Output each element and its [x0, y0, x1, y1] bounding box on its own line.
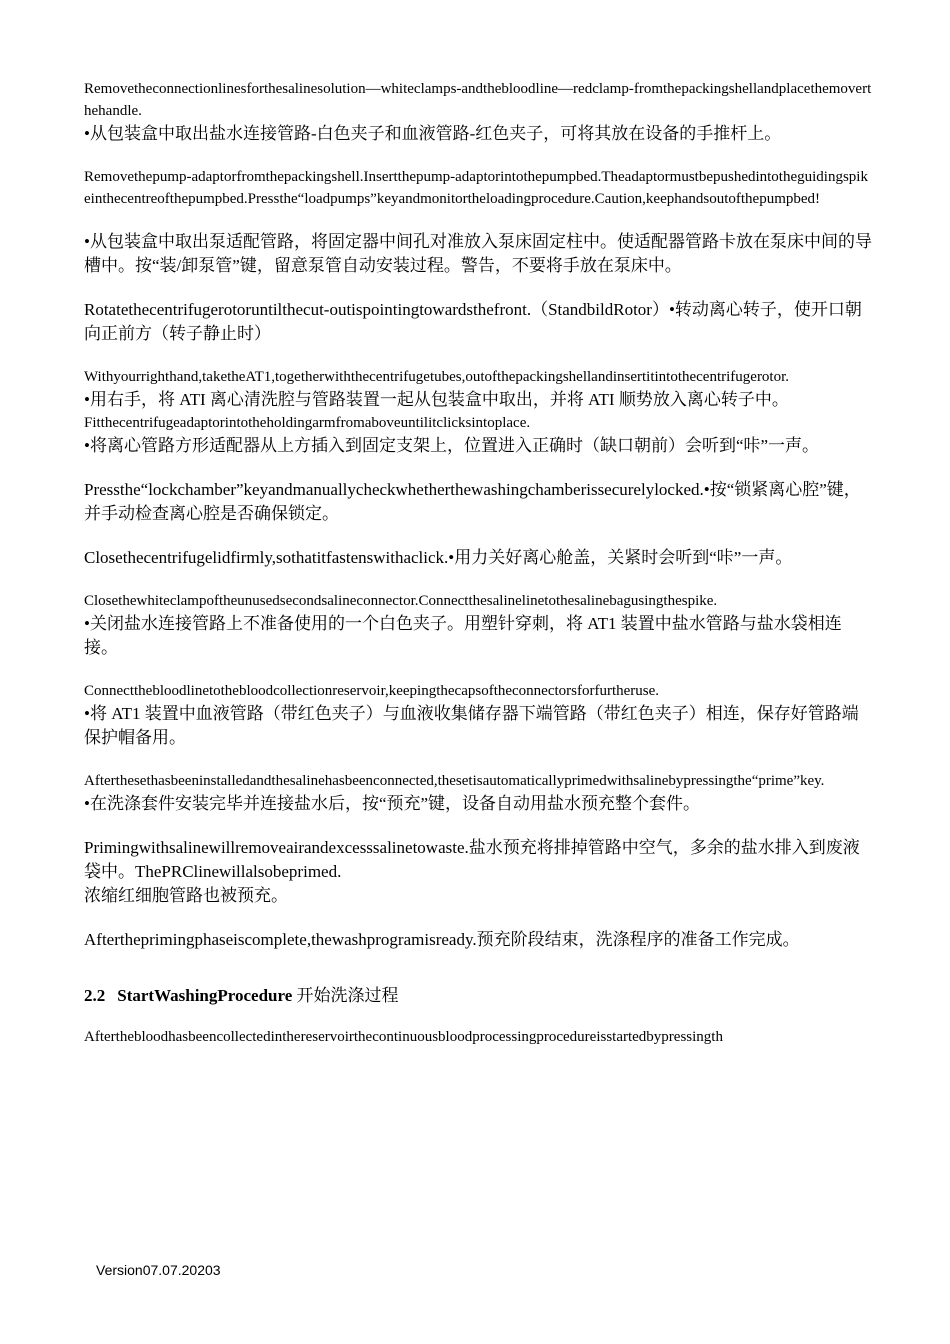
chinese-text: •将 AT1 装置中血液管路（带红色夹子）与血液收集储存器下端管路（带红色夹子）相连，保存好管路端保护帽备用。	[84, 704, 859, 747]
chinese-text: •将离心管路方形适配器从上方插入到固定支架上，位置进入正确时（缺口朝前）会听到“咔”一声。	[84, 436, 820, 455]
paragraph	[84, 770, 874, 816]
paragraph	[84, 836, 874, 908]
page-footer-version: Version07.07.20203	[96, 1262, 221, 1278]
mixed-text: Aftertheprimingphaseiscomplete,thewashprogramisready.预充阶段结束，洗涤程序的准备工作完成。	[84, 930, 800, 949]
paragraph	[84, 78, 874, 146]
english-text: Removetheconnectionlinesforthesalinesolution—whiteclamps-andthebloodline—redclamp-fromthepackingshellandplacethemoverthehandle.	[84, 81, 872, 119]
mixed-text: Primingwithsalinewillremoveairandexcesssalinetowaste.盐水预充将排掉管路中空气，多余的盐水排入到废液袋中。ThePRClinewillalsobeprimed.	[84, 838, 860, 881]
section-heading	[84, 984, 874, 1008]
paragraph-start-washing: Afterthebloodhasbeencollectedinthereservoirthecontinuousbloodprocessingprocedureisstartedbypressingth	[84, 1029, 723, 1045]
chinese-text: •从包装盒中取出泵适配管路，将固定器中间孔对准放入泵床固定柱中。使适配器管路卡放在泵床中间的导槽中。按“装/卸泵管”键，留意泵管自动安装过程。警告，不要将手放在泵床中。	[84, 232, 872, 275]
paragraph	[84, 590, 874, 660]
paragraph	[84, 230, 874, 278]
chinese-text: •从包装盒中取出盐水连接管路-白色夹子和血液管路-红色夹子，可将其放在设备的手推杆上。	[84, 124, 782, 143]
paragraph	[84, 478, 874, 526]
document-body	[84, 78, 874, 1068]
english-text: Withyourrighthand,taketheAT1,togetherwiththecentrifugetubes,outofthepackingshellandinsertitintothecentrifugerotor.	[84, 369, 790, 385]
english-text: Fitthecentrifugeadaptorintotheholdingarmfromaboveuntilitclicksintoplace.	[84, 415, 531, 431]
paragraph-list	[84, 78, 874, 952]
paragraph	[84, 166, 874, 210]
chinese-text: 浓缩红细胞管路也被预充。	[84, 886, 288, 905]
paragraph	[84, 366, 874, 458]
mixed-text: Pressthe“lockchamber”keyandmanuallycheckwhetherthewashingchamberissecurelylocked.•按“锁紧离心腔”键，并手动检查离心腔是否确保锁定。	[84, 480, 861, 523]
section-subtitle: 开始洗涤过程	[296, 986, 399, 1005]
english-text: Connectthebloodlinetothebloodcollectionreservoir,keepingthecapsoftheconnectorsforfurtheruse.	[84, 683, 660, 699]
paragraph	[84, 928, 874, 952]
section-title: StartWashingProcedure	[117, 986, 293, 1005]
section-number: 2.2	[84, 986, 106, 1005]
chinese-text: •在洗涤套件安装完毕并连接盐水后，按“预充”键，设备自动用盐水预充整个套件。	[84, 794, 701, 813]
english-text: Closethewhiteclampoftheunusedsecondsalineconnector.Connectthesalinelinetothesalinebagusingthespike.	[84, 593, 718, 609]
mixed-text: Closethecentrifugelidfirmly,sothatitfastenswithaclick.•用力关好离心舱盖，关紧时会听到“咔”一声。	[84, 548, 793, 567]
english-text: Removethepump-adaptorfromthepackingshell.Insertthepump-adaptorintothepumpbed.Theadaptormustbepushedintotheguidingspikeinthecentreofthepumpbed.Pressthe“loadpumps”keyandmonitortheloadingprocedure.Caution,keephandsoutofthepumpbed!	[84, 169, 868, 207]
mixed-text: Rotatethecentrifugerotoruntilthecut-outispointingtowardsthefront.（StandbildRotor）•转动离心转子，使开口朝向正前方（转子静止时）	[84, 300, 862, 343]
paragraph	[84, 298, 874, 346]
chinese-text: •关闭盐水连接管路上不准备使用的一个白色夹子。用塑针穿刺，将 AT1 装置中盐水管路与盐水袋相连接。	[84, 614, 842, 657]
chinese-text: •用右手，将 ATI 离心清洗腔与管路装置一起从包装盒中取出，并将 ATI 顺势放入离心转子中。	[84, 390, 789, 409]
english-text: Afterthesethasbeeninstalledandthesalinehasbeenconnected,thesetisautomaticallyprimedwithsalinebypressingthe“prime”key.	[84, 773, 825, 789]
paragraph	[84, 546, 874, 570]
paragraph	[84, 680, 874, 750]
